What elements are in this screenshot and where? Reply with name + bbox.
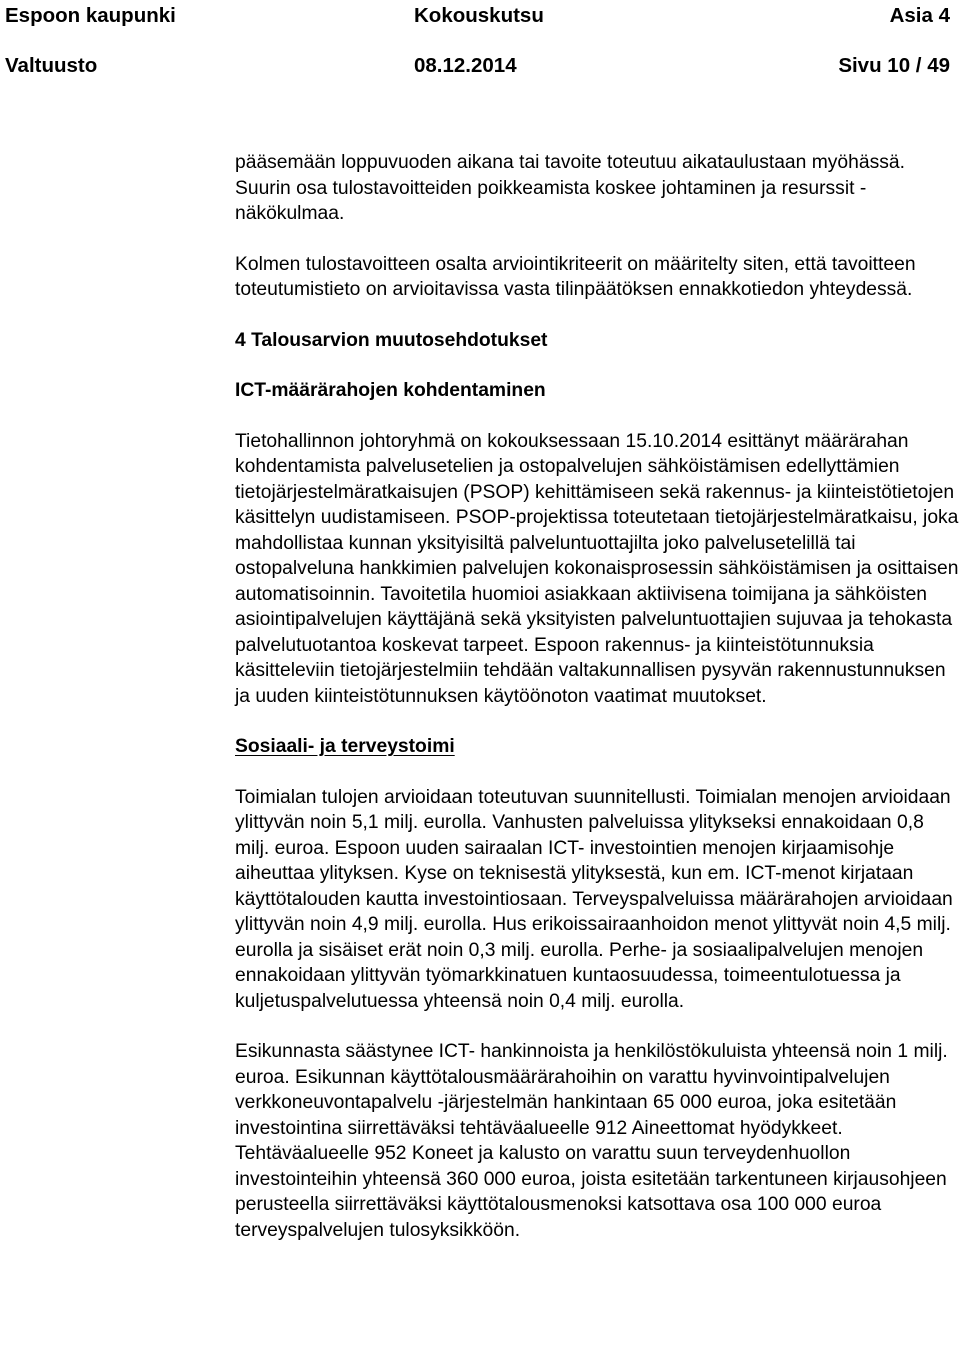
paragraph-ict-allocation: Tietohallinnon johtoryhmä on kokouksessaan 15.10.2014 esittänyt määrärahan kohdentamista palvelusetelien ja ostopalvelujen sähköistämisen edellyttämien tietojärjestelmäratkaisujen (PSOP) kehittämiseen sekä rakennus- ja kiinteistötietojen käsittelyn uudistamiseen. PSOP-projektissa toteutetaan tietojärjestelmäratkaisu, joka mahdollistaa kunnan yksityisiltä palveluntuottajilta joko palvelusetelillä tai ostopalveluna hankkimien palvelujen kokonaisprosessin sähköistämisen ja osittaisen automatisoinnin. Tavoitetila huomioi asiakkaan aktiivisena toimijana ja sähköisten asiointipalvelujen käyttäjänä sekä yksityisten palveluntuottajien sujuvaa ja tehokasta palvelutuotantoa koskevat tarpeet. Espoon rakennus- ja kiinteistötunnuksia käsitteleviin tietojärjestelmiin tehdään valtakunnallisen pysyvän rakennustunnuksen ja uuden kiinteistötunnuksen käytöönoton vaatimat muutokset.: [235, 430, 959, 707]
subheading-social-health: Sosiaali- ja terveystoimi: [235, 736, 455, 757]
header-document-type: Kokouskutsu: [414, 4, 544, 27]
subheading-ict: ICT-määrärahojen kohdentaminen: [235, 380, 546, 401]
header-row-bottom: [0, 50, 960, 84]
section-heading: 4 Talousarvion muutosehdotukset: [235, 329, 548, 351]
paragraph-evaluation-criteria: Kolmen tulostavoitteen osalta arviointikriteerit on määritelty siten, että tavoitteen toteutumistieto on arvioitavissa vasta tilinpäätöksen ennakkotiedon yhteydessä.: [235, 253, 916, 300]
header-page-number: Sivu 10 / 49: [838, 54, 950, 77]
spacer: [235, 709, 960, 734]
spacer: [235, 404, 960, 429]
paragraph-staff-savings: Esikunnasta säästynee ICT- hankinnoista ja henkilöstökuluista yhteensä noin 1 milj. euroa. Esikunnan käyttötalousmäärärahoihin on varattu hyvinvointipalvelujen verkkoneuvontapalvelu -järjestelmän hankintaan 65 000 euroa, joka esitetään investointina siirrettäväksi tehtäväalueelle 912 Aineettomat hyödykkeet. Tehtäväalueelle 952 Koneet ja kalusto on varattu suun terveydenhuollon investointeihin yhteensä 360 000 euroa, joista esitetään tarkentuneen kirjausohjeen perusteella siirrettäväksi käyttötalousmenoksi katsottava osa 100 000 euroa terveyspalvelujen tulosyksikköön.: [235, 1041, 948, 1241]
spacer: [235, 227, 960, 252]
header-organization: Espoon kaupunki: [5, 4, 176, 27]
page-header: [0, 0, 960, 84]
spacer: [235, 1014, 960, 1039]
spacer: [235, 760, 960, 785]
spacer: [235, 353, 960, 378]
spacer: [235, 303, 960, 328]
header-row-top: [0, 0, 960, 34]
paragraph-social-health-budget: Toimialan tulojen arvioidaan toteutuvan suunnitellusti. Toimialan menojen arvioidaan ylittyvän noin 5,1 milj. eurolla. Vanhusten palveluissa ylitykseksi ennakoidaan 0,8 milj. euroa. Espoon uuden sairaalan ICT- investointien menojen kirjaamisohje aiheuttaa ylityksen. Kyse on teknisestä ylityksestä, kun em. ICT-menot kirjataan käyttötalouden kautta investointiosaan. Terveyspalveluissa määrärahojen arvioidaan ylittyvän noin 4,9 milj. eurolla. Hus erikoissairaanhoidon menot ylittyvät noin 4,5 milj. eurolla ja sisäiset erät noin 0,3 milj. eurolla. Perhe- ja sosiaalipalvelujen menojen ennakoidaan ylittyvän työmarkkinatuen kuntaosuudessa, toimeentulotuessa ja kuljetuspalvelutuessa yhteensä noin 0,4 milj. eurolla.: [235, 786, 953, 1012]
document-body: [235, 150, 960, 1243]
header-item: Asia 4: [889, 4, 950, 27]
header-body: Valtuusto: [5, 54, 98, 77]
header-date: 08.12.2014: [414, 54, 517, 77]
paragraph-progress-summary: pääsemään loppuvuoden aikana tai tavoite toteutuu aikataulustaan myöhässä. Suurin osa tulostavoitteiden poikkeamista koskee johtaminen ja resurssit -näkökulmaa.: [235, 152, 905, 224]
